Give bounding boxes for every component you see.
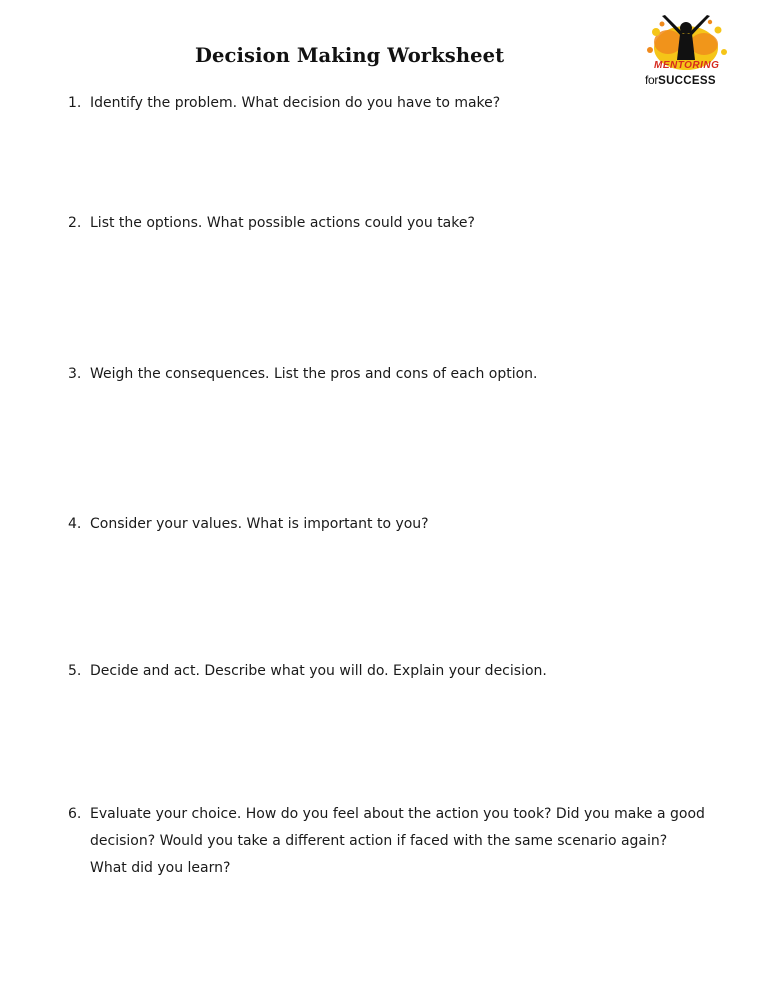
question-2 xyxy=(68,210,708,237)
question-number: 1. xyxy=(68,95,82,111)
question-text: Evaluate your choice. How do you feel about the action you took? Did you make a good decision? Would you take a different action if faced with the same scenario again? What did you learn? xyxy=(90,806,705,876)
question-text: Consider your values. What is important to you? xyxy=(90,516,429,532)
question-number: 4. xyxy=(68,516,82,532)
question-number: 2. xyxy=(68,215,82,231)
question-number: 6. xyxy=(68,806,82,822)
mentoring-for-success-logo xyxy=(640,14,734,90)
logo-wordmark-for: for xyxy=(645,73,659,87)
page-title: Decision Making Worksheet xyxy=(195,44,505,67)
question-4 xyxy=(68,511,708,538)
question-text: List the options. What possible actions could you take? xyxy=(90,215,475,231)
question-3 xyxy=(68,361,708,388)
question-text: Decide and act. Describe what you will do. Explain your decision. xyxy=(90,663,547,679)
logo-wordmark-mentoring: MENTORING xyxy=(654,60,720,71)
question-text: Identify the problem. What decision do you have to make? xyxy=(90,95,501,111)
question-6 xyxy=(68,801,708,882)
question-5 xyxy=(68,658,708,685)
question-number: 5. xyxy=(68,663,82,679)
question-number: 3. xyxy=(68,366,82,382)
question-text: Weigh the consequences. List the pros and cons of each option. xyxy=(90,366,538,382)
logo-wordmark-for-success xyxy=(645,73,716,88)
question-1 xyxy=(68,90,708,117)
logo-wordmark-success: SUCCESS xyxy=(658,75,716,87)
